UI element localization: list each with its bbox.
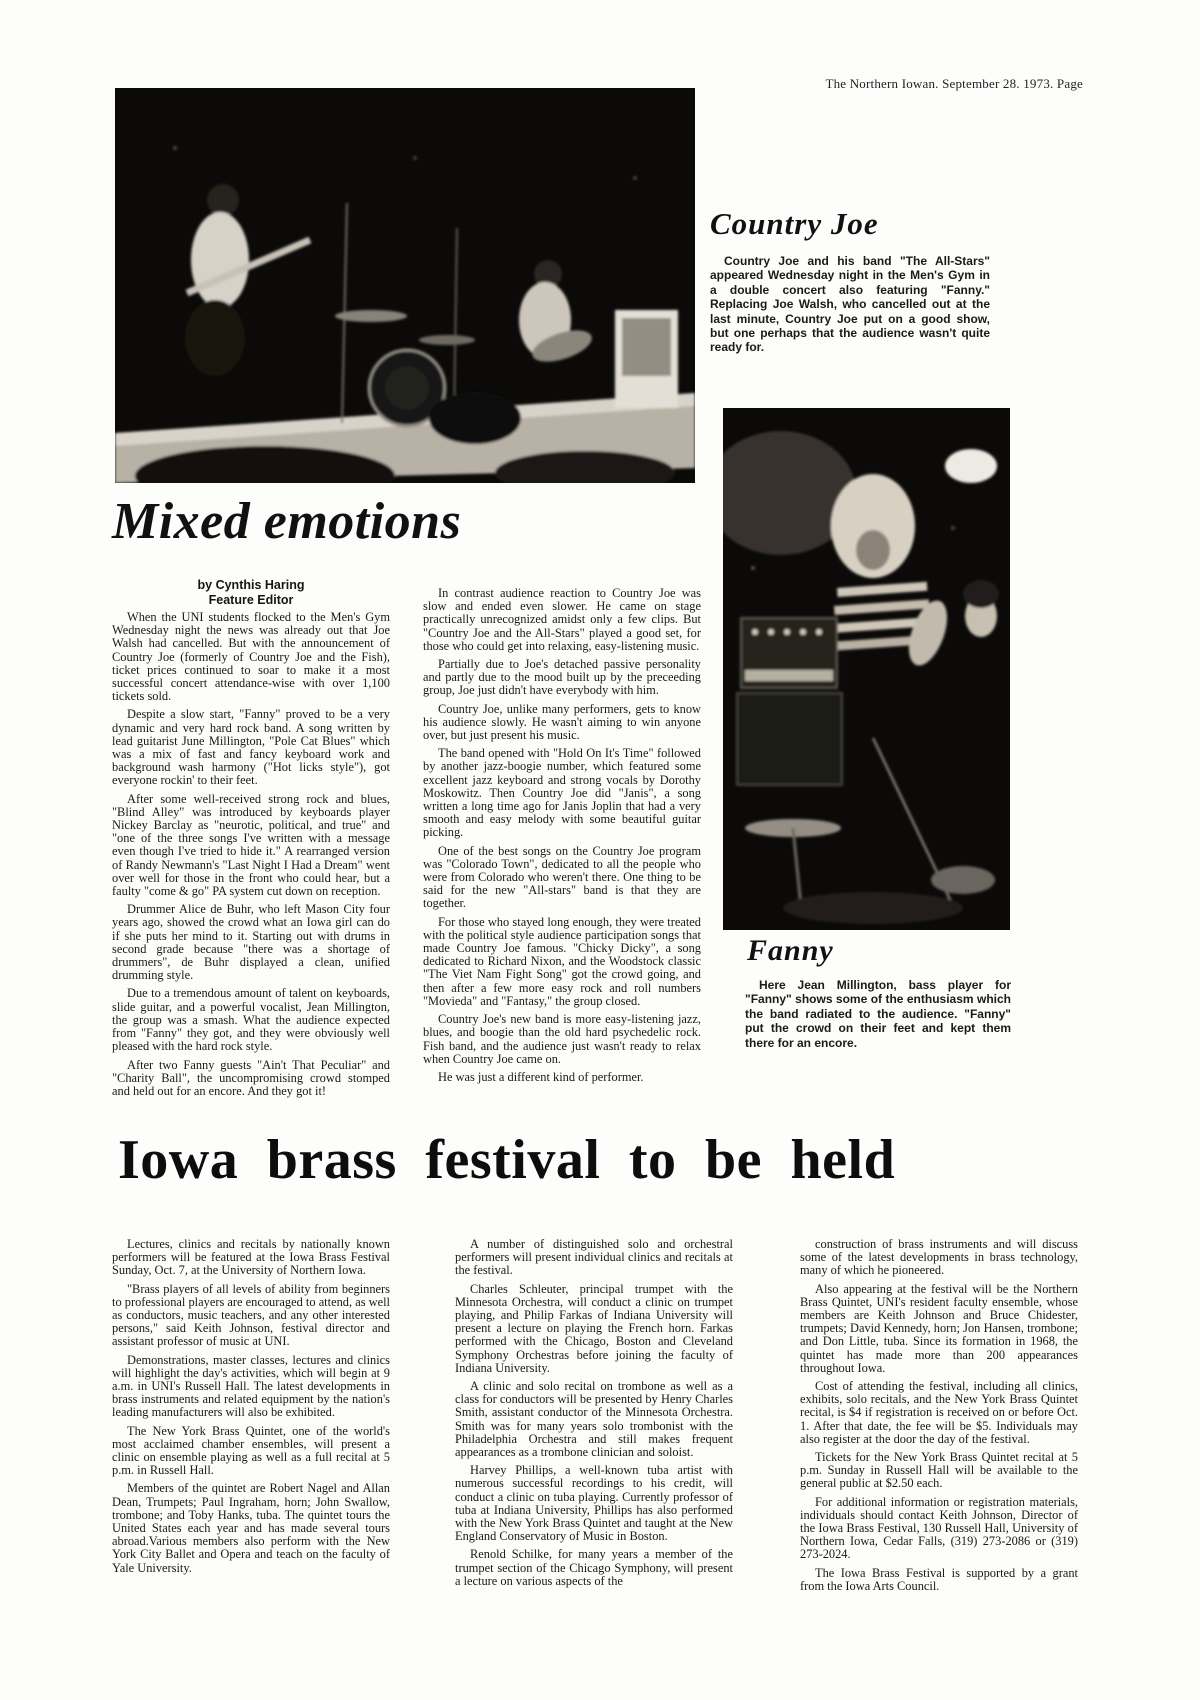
brass-festival-headline: Iowa brass festival to be held <box>118 1129 896 1191</box>
article-paragraph: He was just a different kind of performer. <box>438 1069 644 1084</box>
article-paragraph: For those who stayed long enough, they were treated with the political style audience participation songs that made Country Joe famous. "Chicky Dicky", a song dedicated to Richard Nixon, and the Woodstock classic "The Viet Nam Fight Song" got the crowd going, and then after a few more easy rock and roll numbers "Movieda" and "Fantasy," the group closed. <box>423 914 701 1008</box>
article-paragraph: When the UNI students flocked to the Men's Gym Wednesday night the news was already out that Joe Walsh had cancelled. But with the announcement of Country Joe (formerly of Country Joe and the Fish), ticket prices continued to soar to make it a most successful concert attendance-wise with over 1,100 tickets sold. <box>112 610 390 704</box>
article-paragraph: The band opened with "Hold On It's Time" followed by another jazz-boogie number, which featured some excellent jazz keyboard and strong vocals by Dorothy Moskowitz. Then Country Joe did "Janis", a song written a long time ago for Janis Joplin that had a very smooth and easy melody with some beautiful guitar picking. <box>423 746 701 840</box>
article-paragraph: Lectures, clinics and recitals by nationally known performers will be featured at the Iowa Brass Festival Sunday, Oct. 7, at the University of Northern Iowa. <box>112 1237 390 1278</box>
brass-festival-column-1 <box>112 1238 390 1580</box>
mixed-emotions-headline: Mixed emotions <box>112 493 462 550</box>
mixed-emotions-column-1 <box>112 611 390 1103</box>
fanny-photo <box>723 408 1010 930</box>
article-paragraph: In contrast audience reaction to Country Joe was slow and ended even slower. He came on stage practically unrecognized amidst only a few clips. But "Country Joe and the All-Stars" played a good set, for those who could get into relaxing, easy-listening music. <box>423 586 701 653</box>
article-paragraph: construction of brass instruments and will discuss some of the latest developments in brass technology, many of which he pioneered. <box>800 1237 1078 1278</box>
article-paragraph: Drummer Alice de Buhr, who left Mason City four years ago, showed the crowd what an Iowa girl can do if she puts her mind to it. Starting out with drums in second grade because "there was a shortage of drummers", de Buhr displayed a clean, unified drumming style. <box>112 902 390 983</box>
article-paragraph: Demonstrations, master classes, lectures and clinics will highlight the day's activities, which will begin at 9 a.m. in UNI's Russell Hall. The latest developments in brass instruments and related equipment by the nation's leading manufacturers will also be exhibited. <box>112 1352 390 1420</box>
brass-festival-column-3 <box>800 1238 1078 1598</box>
country-joe-headline: Country Joe <box>710 206 879 241</box>
country-joe-photo <box>115 88 695 483</box>
byline-title: Feature Editor <box>208 593 294 607</box>
fanny-stage-illustration <box>723 408 1010 930</box>
article-paragraph: Partially due to Joe's detached passive personality and partly due to the mood built up by the preceeding group, Joe just didn't have everybody with him. <box>423 657 701 698</box>
article-paragraph: The New York Brass Quintet, one of the world's most acclaimed chamber ensembles, will present a clinic on ensemble playing as well as a full recital at 5 p.m. in Russell Hall. <box>112 1423 390 1478</box>
article-paragraph: Country Joe's new band is more easy-listening jazz, blues, and boogie than the old hard psychedelic rock. Fish band, and the audience just wasn't ready to relax when Country Joe came on. <box>423 1012 701 1066</box>
article-paragraph: Due to a tremendous amount of talent on keyboards, slide guitar, and a powerful vocalist, Jean Millington, the group was a smash. What the audience expected from "Fanny" they got, and they were obviously well pleased with the hard rock style. <box>112 986 390 1054</box>
article-paragraph: Harvey Phillips, a well-known tuba artist with numerous successful recordings to his credit, will conduct a clinic on tuba playing. Currently professor of tuba at Indiana University, Phillips has also performed with the New York Brass Quintet and taught at the New England Conservatory of Music in Boston. <box>455 1463 733 1544</box>
article-paragraph: Charles Schleuter, principal trumpet with the Minnesota Orchestra, will conduct a clinic on trumpet playing, and Philip Farkas of Indiana University will present a lecture on playing the French horn. Farkas performed with the Chicago, Boston and Cleveland Symphony Orchestras before joining the faculty of Indiana University. <box>455 1281 733 1375</box>
article-paragraph: After some well-received strong rock and blues, "Blind Alley" was introduced by keyboards player Nickey Barclay as "neurotic, political, and true" and "one of the three songs I've written with a message even though I've tried to hide it." A rearranged version of Randy Newmann's "Last Night I Had a Dream" went over well for those in the front who could hear, but a faulty "come & go" PA system cut down on reception. <box>112 791 390 899</box>
concert-stage-illustration <box>115 88 695 483</box>
article-paragraph: Also appearing at the festival will be the Northern Brass Quintet, UNI's resident faculty ensemble, whose members are Keith Johnson and Bruce Chidester, trumpets; David Kennedy, horn; Jon Hansen, trombone; and Don Little, tuba. Since its formation in 1968, the quintet has made more than 200 appearances throughout Iowa. <box>800 1281 1078 1375</box>
byline-author: by Cynthis Haring <box>197 578 305 592</box>
article-paragraph: Despite a slow start, "Fanny" proved to be a very dynamic and very hard rock band. A song written by lead guitarist June Millington, "Pole Cat Blues" which was a mix of fast and fancy keyboard work and background wash harmony ("Hot licks style"), got everyone rockin' to their feet. <box>112 707 390 788</box>
article-paragraph: "Brass players of all levels of ability from beginners to professional players are encouraged to attend, as well as conductors, music teachers, and any other interested persons," said Keith Johnson, festival director and assistant professor of music at UNI. <box>112 1281 390 1349</box>
article-paragraph: One of the best songs on the Country Joe program was "Colorado Town", dedicated to all the people who were from Colorado who weren't there. One thing to be said for the new "All-stars" band is that they are together. <box>423 843 701 911</box>
article-paragraph: Tickets for the New York Brass Quintet recital at 5 p.m. Sunday in Russell Hall will be available to the general public at $2.50 each. <box>800 1450 1078 1491</box>
article-paragraph: The Iowa Brass Festival is supported by a grant from the Iowa Arts Council. <box>800 1565 1078 1593</box>
brass-festival-column-2 <box>455 1238 733 1593</box>
fanny-caption: Here Jean Millington, bass player for "Fanny" shows some of the enthusiasm which the band radiated to the audience. "Fanny" put the crowd on their feet and kept them there for an encore. <box>745 978 1011 1050</box>
article-paragraph: A number of distinguished solo and orchestral performers will present individual clinics and recitals at the festival. <box>455 1237 733 1278</box>
byline <box>112 578 390 608</box>
article-paragraph: Cost of attending the festival, including all clinics, exhibits, solo recitals, and the New York Brass Quintet recital, is $4 if registration is received on or before Oct. 1. After that date, the fee will be $5. Individuals may also register at the door the day of the festival. <box>800 1379 1078 1446</box>
page-header: The Northern Iowan. September 28. 1973. Page <box>825 76 1083 91</box>
article-paragraph: Country Joe, unlike many performers, gets to know his audience slowly. He wasn't aiming to win anyone over, but just present his music. <box>423 701 701 743</box>
article-paragraph: A clinic and solo recital on trombone as well as a class for conductors will be presented by Henry Charles Smith, assistant conductor of the Minnesota Orchestra. Smith was for many years solo trombonist with the Philadelphia Orchestra and still makes frequent appearances as a trombone clinician and soloist. <box>455 1379 733 1460</box>
country-joe-caption: Country Joe and his band "The All-Stars" appeared Wednesday night in the Men's Gym in a double concert also featuring "Fanny." Replacing Joe Walsh, who cancelled out at the last minute, Country Joe put on a good show, but one perhaps that the audience wasn't quite ready for. <box>710 254 990 355</box>
mixed-emotions-column-2 <box>423 587 701 1089</box>
fanny-headline: Fanny <box>747 934 834 967</box>
article-paragraph: For additional information or registration materials, individuals should contact Keith Johnson, Director of the Iowa Brass Festival, 130 Russell Hall, University of Northern Iowa, Cedar Falls, (319) 273-2086 or (319) 273-2024. <box>800 1494 1078 1562</box>
article-paragraph: Renold Schilke, for many years a member of the trumpet section of the Chicago Symphony, will present a lecture on various aspects of the <box>455 1547 733 1588</box>
article-paragraph: After two Fanny guests "Ain't That Peculiar" and "Charity Ball", the uncompromising crowd stomped and held out for an encore. And they got it! <box>112 1057 390 1098</box>
article-paragraph: Members of the quintet are Robert Nagel and Allan Dean, Trumpets; Paul Ingraham, horn; John Swallow, trombone; and Toby Hanks, tuba. The quintet tours the United States each year and has made several tours abroad.Various members also perform with the New York City Ballet and Opera and teach on the faculty of Yale University. <box>112 1481 390 1575</box>
